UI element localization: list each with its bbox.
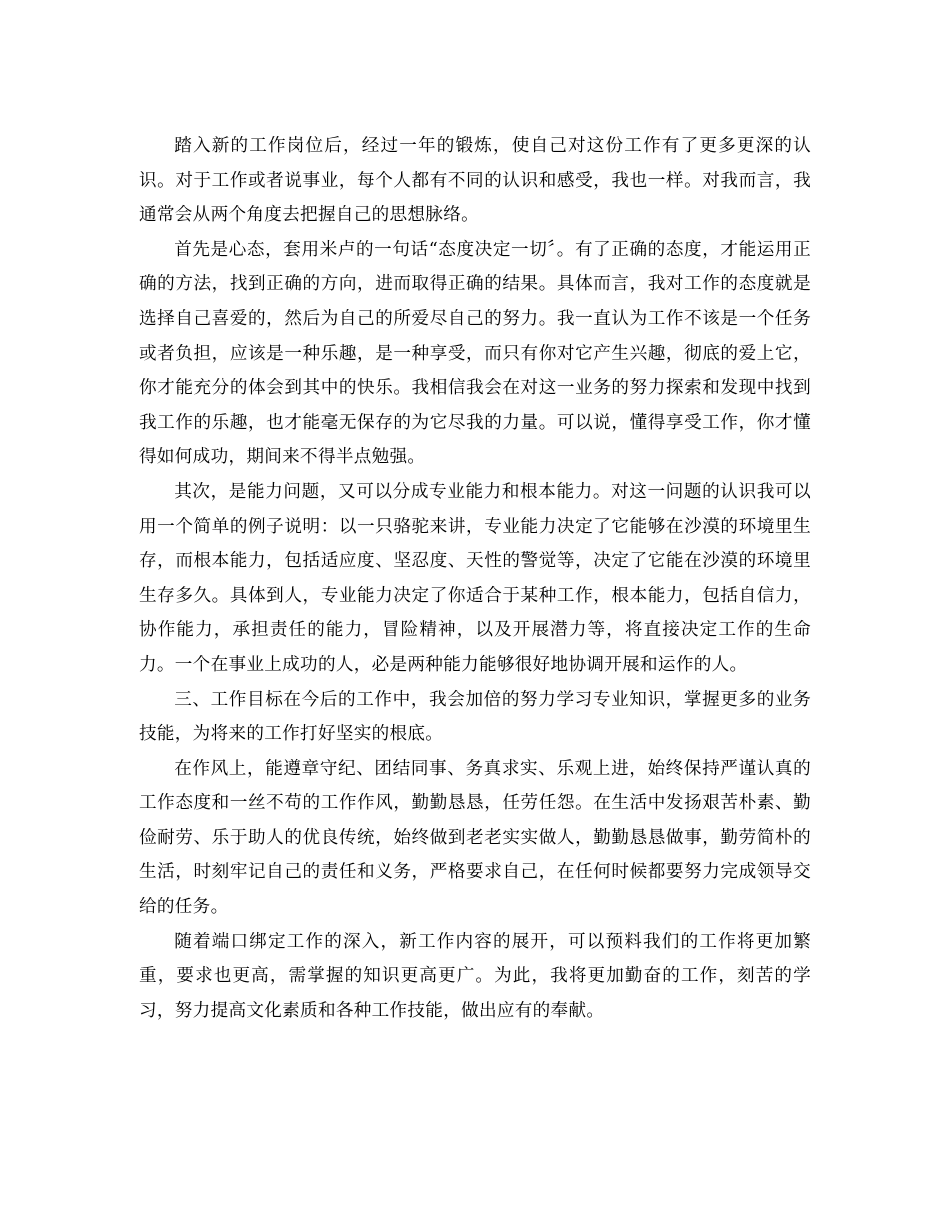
paragraph-5: 在作风上，能遵章守纪、团结同事、务真求实、乐观上进，始终保持严谨认真的工作态度和一丝不苟的工作作风，勤勤恳恳，任劳任怨。在生活中发扬艰苦朴素、勤俭耐劳、乐于助人的优良传统，始终做到老老实实做人，勤勤恳恳做事，勤劳简朴的生活，时刻牢记自己的责任和义务，严格要求自己，在任何时候都要努力完成领导交给的任务。	[139, 758, 811, 918]
paragraph-1: 踏入新的工作岗位后，经过一年的锻炼，使自己对这份工作有了更多更深的认识。对于工作或者说事业，每个人都有不同的认识和感受，我也一样。对我而言，我通常会从两个角度去把握自己的思想脉络。	[139, 136, 811, 226]
paragraph-3: 其次，是能力问题，又可以分成专业能力和根本能力。对这一问题的认识我可以用一个简单的例子说明：以一只骆驼来讲，专业能力决定了它能够在沙漠的环境里生存，而根本能力，包括适应度、坚忍度、天性的警觉等，决定了它能在沙漠的环境里生存多久。具体到人，专业能力决定了你适合于某种工作，根本能力，包括自信力，协作能力，承担责任的能力，冒险精神，以及开展潜力等，将直接决定工作的生命力。一个在事业上成功的人，必是两种能力能够很好地协调开展和运作的人。	[139, 481, 811, 675]
paragraph-4: 三、工作目标在今后的工作中，我会加倍的努力学习专业知识，掌握更多的业务技能，为将来的工作打好坚实的根底。	[139, 689, 811, 745]
paragraph-6: 随着端口绑定工作的深入，新工作内容的展开，可以预料我们的工作将更加繁重，要求也更高，需掌握的知识更高更广。为此，我将更加勤奋的工作，刻苦的学习，努力提高文化素质和各种工作技能，做出应有的奉献。	[139, 931, 811, 1021]
paragraph-2: 首先是心态，套用米卢的一句话“态度决定一切〞。有了正确的态度，才能运用正确的方法，找到正确的方向，进而取得正确的结果。具体而言，我对工作的态度就是选择自己喜爱的，然后为自己的所爱尽自己的努力。我一直认为工作不该是一个任务或者负担，应该是一种乐趣，是一种享受，而只有你对它产生兴趣，彻底的爱上它，你才能充分的体会到其中的快乐。我相信我会在对这一业务的努力探索和发现中找到我工作的乐趣，也才能毫无保存的为它尽我的力量。可以说，懂得享受工作，你才懂得如何成功，期间来不得半点勉强。	[139, 239, 811, 468]
document-body	[139, 129, 811, 1028]
